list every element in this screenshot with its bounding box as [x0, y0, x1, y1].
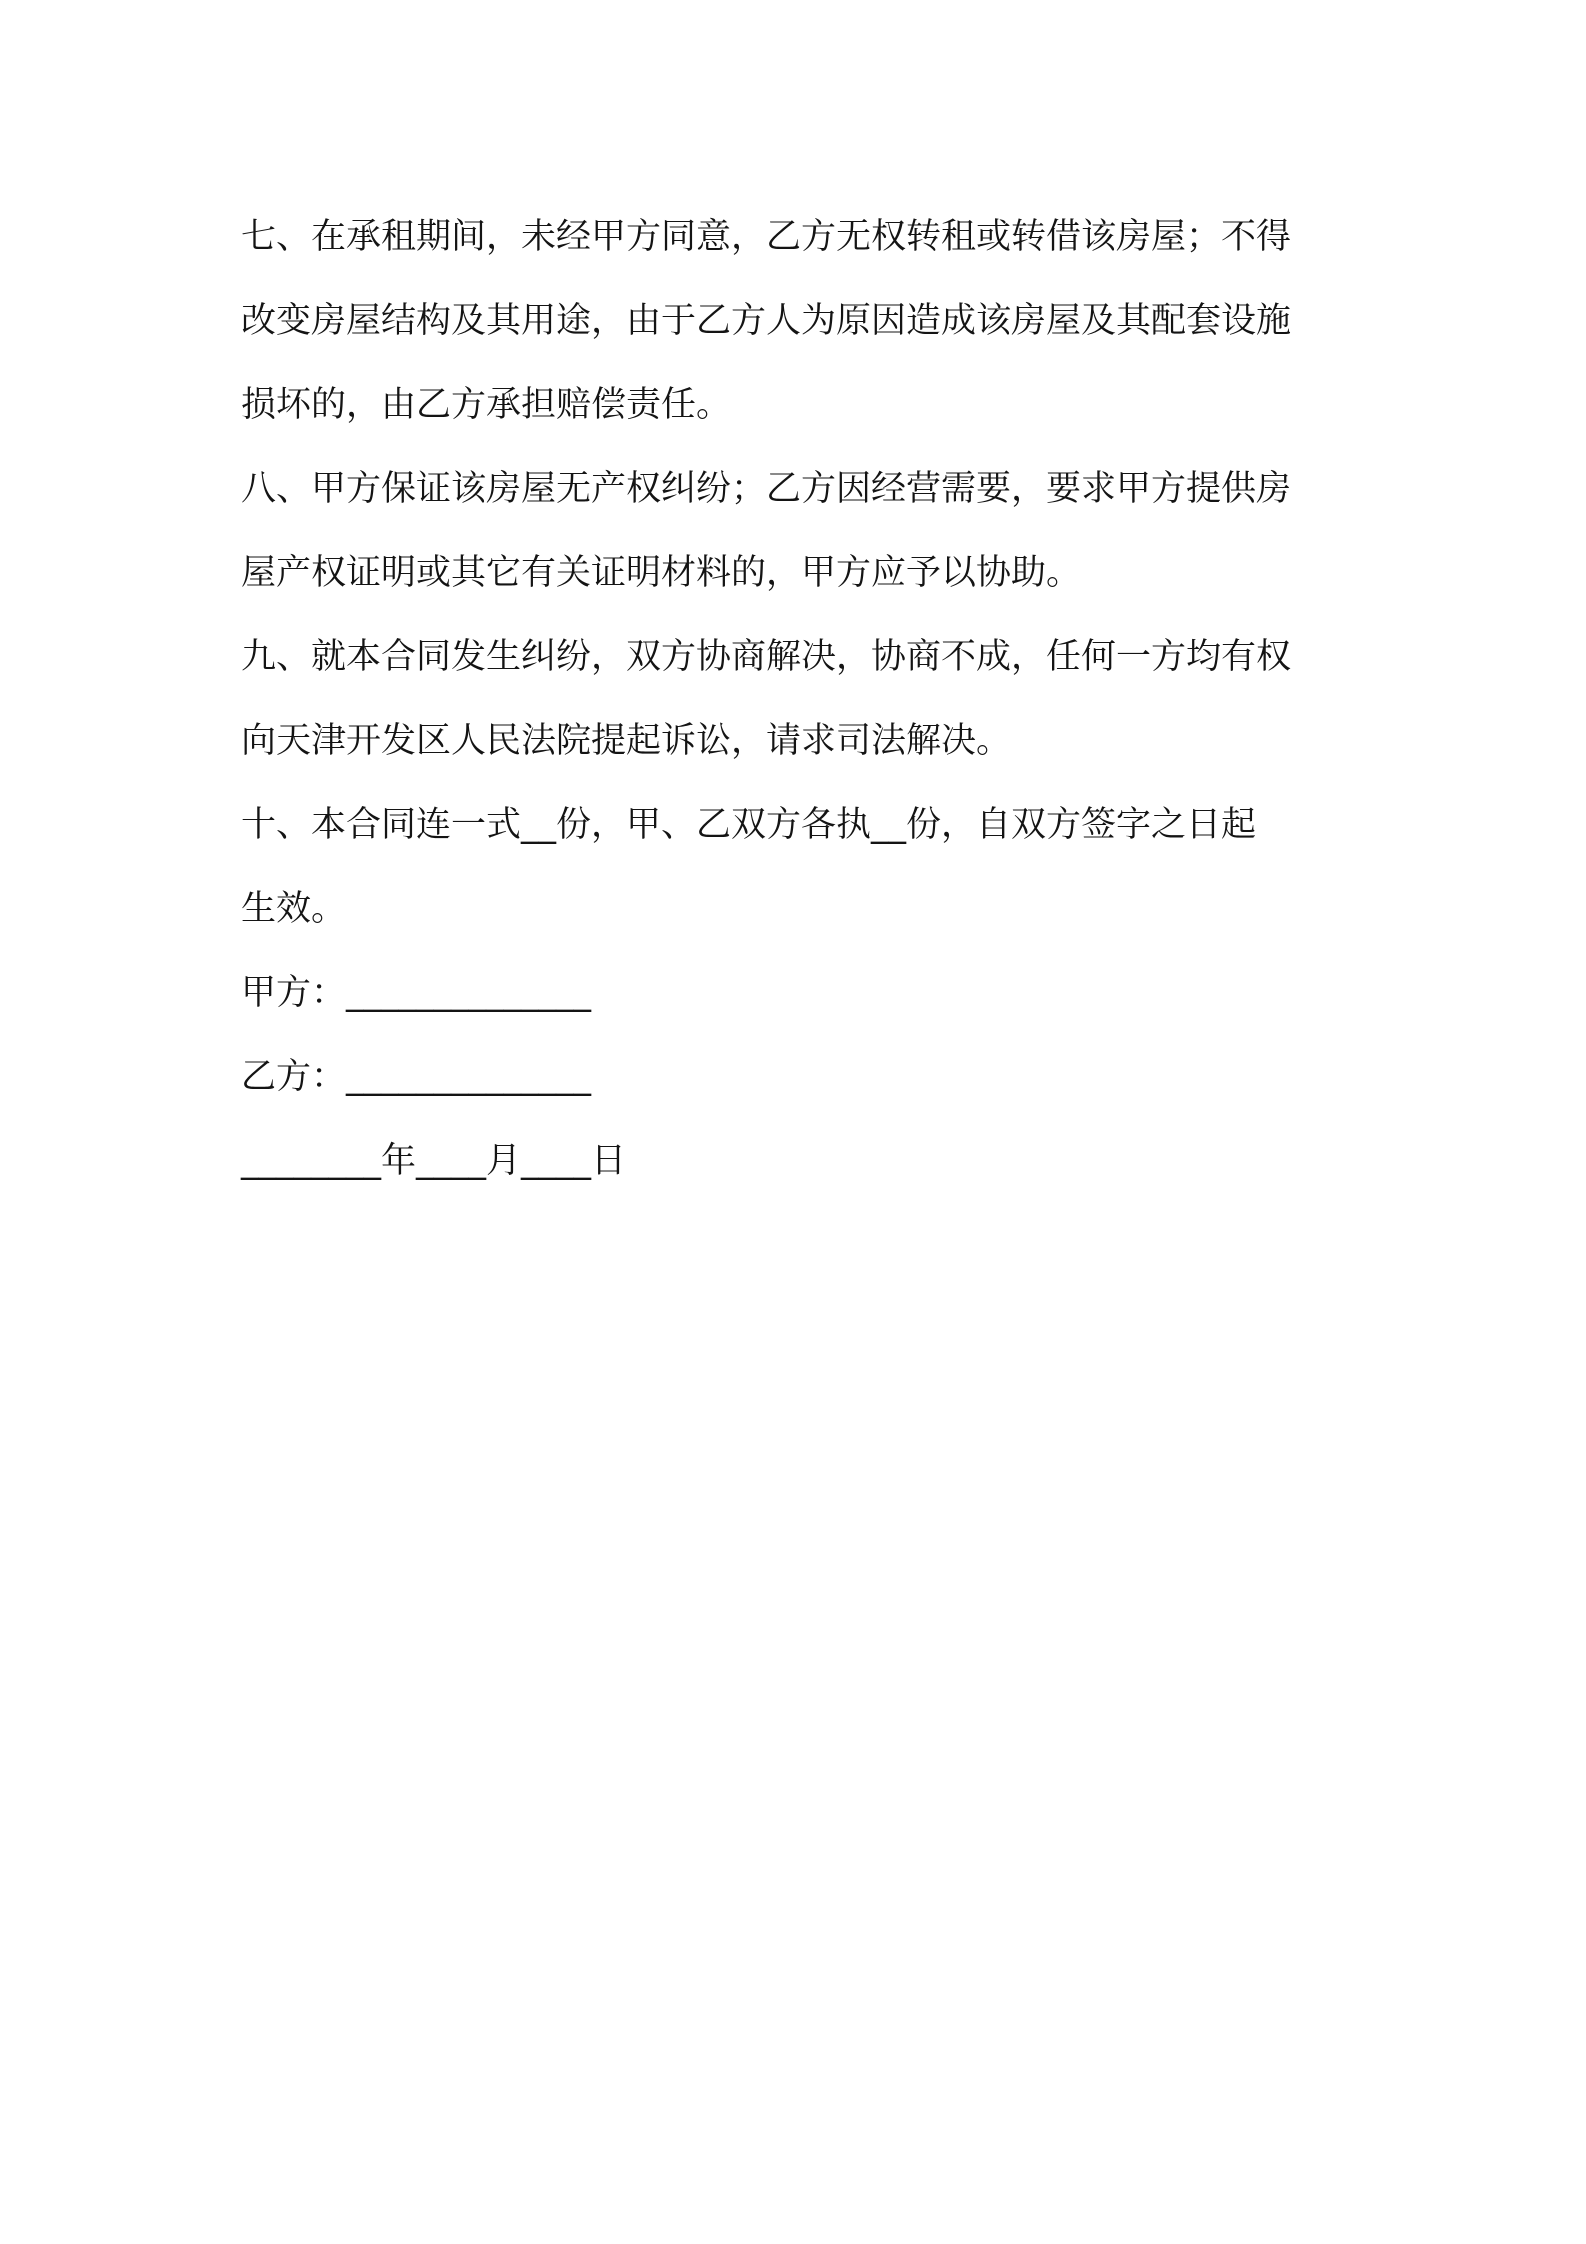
clause-10 [241, 783, 1361, 951]
party-a-signature-line: 甲方：______________ [241, 973, 592, 1013]
clause-line: 八、甲方保证该房屋无产权纠纷；乙方因经营需要，要求甲方提供房 [241, 469, 1292, 509]
clause-line: 向天津开发区人民法院提起诉讼，请求司法解决。 [241, 721, 1012, 761]
clause-7 [241, 195, 1361, 447]
date-line: ________年____月____日 [241, 1141, 627, 1181]
clause-line: 屋产权证明或其它有关证明材料的，甲方应予以协助。 [241, 553, 1082, 593]
clause-line: 生效。 [241, 889, 347, 929]
clause-8 [241, 447, 1361, 615]
clause-line: 十、本合同连一式__份，甲、乙双方各执__份，自双方签字之日起 [241, 805, 1257, 845]
party-b-signature-line: 乙方：______________ [241, 1057, 592, 1097]
clause-line: 损坏的，由乙方承担赔偿责任。 [241, 385, 732, 425]
contract-body [241, 195, 1361, 1203]
clause-9 [241, 615, 1361, 783]
clause-line: 改变房屋结构及其用途，由于乙方人为原因造成该房屋及其配套设施 [241, 301, 1292, 341]
clause-line: 九、就本合同发生纠纷，双方协商解决，协商不成，任何一方均有权 [241, 637, 1292, 677]
signature-block [241, 951, 1361, 1203]
clause-line: 七、在承租期间，未经甲方同意，乙方无权转租或转借该房屋；不得 [241, 217, 1292, 257]
